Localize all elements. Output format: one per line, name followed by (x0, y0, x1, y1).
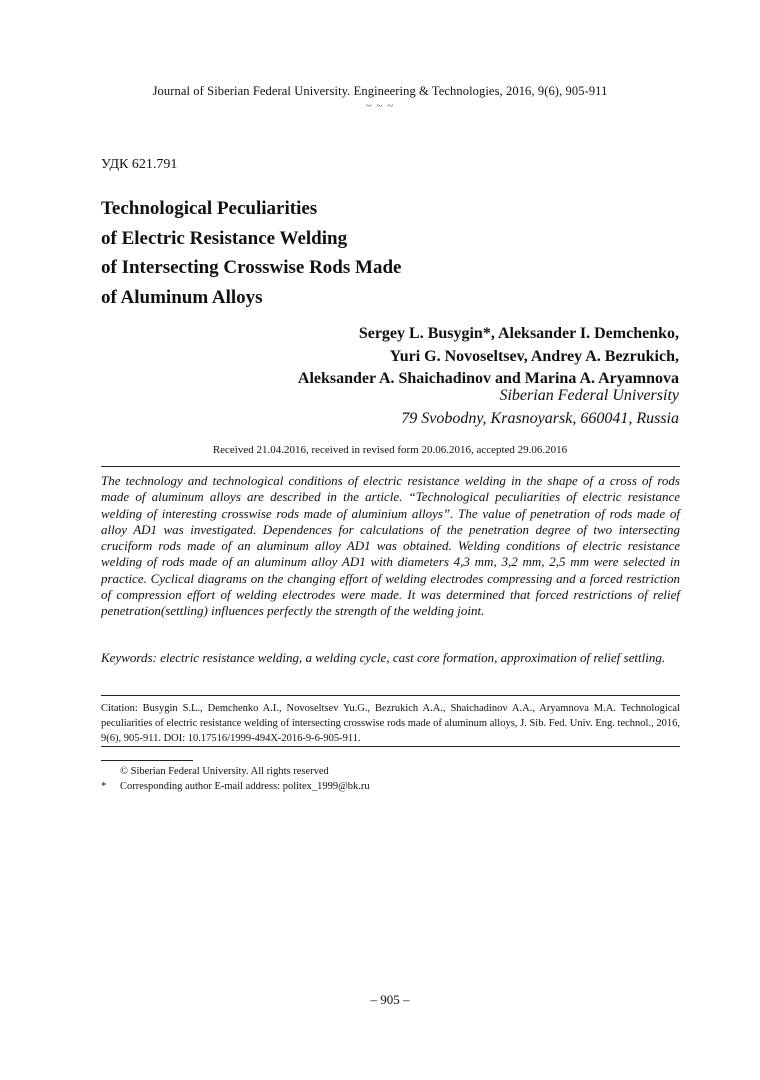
page-number: – 905 – (370, 992, 410, 1007)
authors-line: Aleksander A. Shaichadinov and Marina A. Aryamnova (297, 370, 679, 387)
journal-header: Journal of Siberian Federal University. Engineering & Technologies, 2016, 9(6), 905-911 (152, 84, 608, 98)
footnote-rule (101, 760, 193, 761)
udk-code: УДК 621.791 (101, 157, 178, 172)
title-line: of Aluminum Alloys (101, 286, 263, 308)
authors-line: Sergey L. Busygin*, Aleksander I. Demchenko, (358, 325, 679, 342)
authors (79, 323, 679, 391)
authors-line: Yuri G. Novoseltsev, Andrey A. Bezrukich, (389, 347, 679, 365)
footnote-mark: * (101, 781, 107, 792)
copyright-text: © Siberian Federal University. All rights reserved (120, 766, 329, 777)
header-separator: ~ ~ ~ (365, 100, 395, 112)
corresponding-text: Corresponding author E-mail address: politex_1999@bk.ru (120, 781, 370, 792)
abstract: The technology and technological conditions of electric resistance welding in the shape of a cross of rods made of aluminum alloys are described in the article. “Technological peculiarities of electric resistance welding of interesting crosswise rods made of aluminium alloys”. The value of penetration of rods made of alloy AD1 was investigated. Dependences for calculations of the penetration degree of two intersecting cruciform rods made of an aluminum alloy AD1 was obtained. Welding conditions of electric resistance welding of rods made of an aluminum alloy AD1 with diameters 4,3 mm, 3,2 mm, 2,5 mm were selected in practice. Cyclical diagrams on the changing effort of welding electrodes compressing and a forced restriction of compression effort of welding electrodes were made. It was determined that forced restrictions of relief penetration(settling) influences perfectly the strength of the welding joint. (101, 473, 680, 619)
copyright-footnote (101, 764, 680, 779)
affiliation (79, 385, 679, 430)
abstract-top-rule (101, 466, 680, 467)
citation-bottom-rule (101, 746, 680, 747)
title-line: of Intersecting Crosswise Rods Made (101, 257, 402, 278)
article-title (101, 194, 561, 312)
title-line: of Electric Resistance Welding (101, 227, 348, 249)
affiliation-line: Siberian Federal University (499, 387, 679, 404)
citation-top-rule (101, 695, 680, 696)
citation: Citation: Busygin S.L., Demchenko A.I., Novoseltsev Yu.G., Bezrukich A.A., Shaichadinov A.A., Aryamnova M.A. Technological peculiarities of electric resistance welding of intersecting crosswise rods made of aluminum alloys, J. Sib. Fed. Univ. Eng. technol., 2016, 9(6), 905-911. DOI: 10.17516/1999-494X-2016-9-6-905-911. (101, 703, 680, 745)
corresponding-footnote (101, 779, 680, 794)
keywords: Keywords: electric resistance welding, a welding cycle, cast core formation, approximation of relief settling. (101, 650, 666, 665)
affiliation-line: 79 Svobodny, Krasnoyarsk, 660041, Russia (401, 409, 679, 427)
title-line: Technological Peculiarities (101, 198, 318, 219)
received-dates: Received 21.04.2016, received in revised form 20.06.2016, accepted 29.06.2016 (212, 444, 568, 456)
